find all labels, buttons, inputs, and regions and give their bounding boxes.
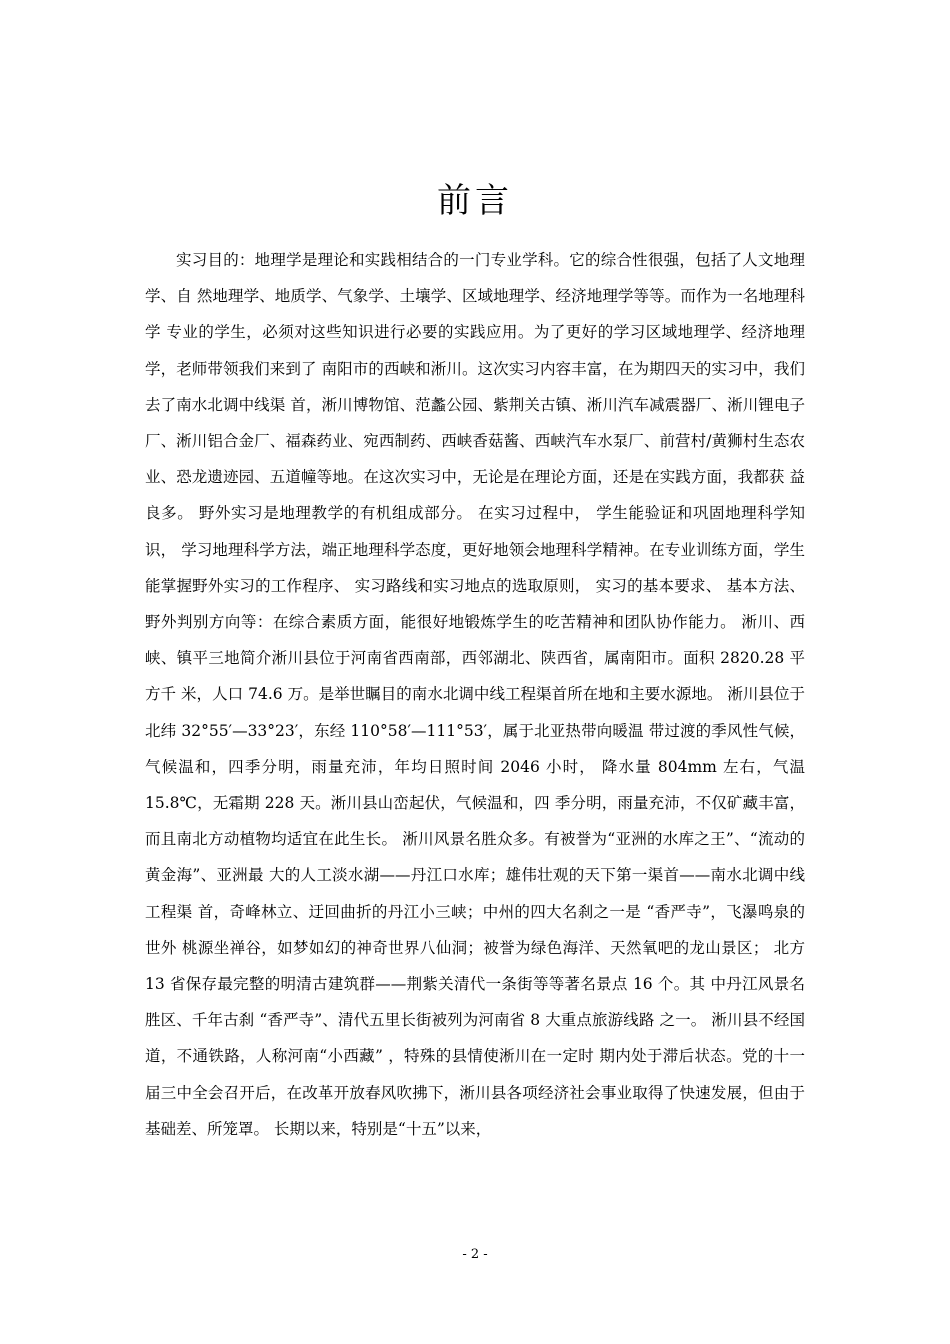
page-title: 前言: [437, 181, 513, 221]
body-paragraph: 实习目的：地理学是理论和实践相结合的一门专业学科。它的综合性很强，包括了人文地理学、自 然地理学、地质学、气象学、土壤学、区域地理学、经济地理学等等。而作为一名地理科学 专业的学生，必须对这些知识进行必要的实践应用。为了更好的学习区域地理学、经济地理学，老师带领我们来到了 南阳市的西峡和淅川。这次实习内容丰富，在为期四天的实习中，我们去了南水北调中线渠 首，淅川博物馆、范蠡公园、紫荆关古镇、淅川汽车减震器厂、淅川锂电子厂、淅川铝合金厂、福森药业、宛西制药、西峡香菇酱、西峡汽车水泵厂、前营村/黄狮村生态农业、恐龙遗迹园、五道幢等地。在这次实习中，无论是在理论方面，还是在实践方面，我都获 益良多。 野外实习是地理教学的有机组成部分。 在实习过程中， 学生能验证和巩固地理科学知识， 学习地理科学方法，端正地理科学态度，更好地领会地理科学精神。在专业训练方面，学生 能掌握野外实习的工作程序、 实习路线和实习地点的选取原则， 实习的基本要求、 基本方法、 野外判别方向等：在综合素质方面，能很好地锻炼学生的吃苦精神和团队协作能力。 淅川、西峡、镇平三地简介淅川县位于河南省西南部，西邻湖北、陕西省，属南阳市。面积 2820.28 平方千 米，人口 74.6 万。是举世瞩目的南水北调中线工程渠首所在地和主要水源地。 淅川县位于北纬 32°55′—33°23′，东经 110°58′—111°53′，属于北亚热带向暖温 带过渡的季风性气候，气候温和，四季分明，雨量充沛，年均日照时间 2046 小时， 降水量 804mm 左右，气温 15.8℃，无霜期 228 天。淅川县山峦起伏，气候温和，四 季分明，雨量充沛，不仅矿藏丰富，而且南北方动植物均适宜在此生长。 淅川风景名胜众多。有被誉为“亚洲的水库之王”、“流动的黄金海”、亚洲最 大的人工淡水湖——丹江口水库；雄伟壮观的天下第一渠首——南水北调中线工程渠 首，奇峰林立、迂回曲折的丹江小三峡；中州的四大名刹之一是 “香严寺”，飞瀑鸣泉的世外 桃源坐禅谷，如梦如幻的神奇世界八仙洞；被誉为绿色海洋、天然氧吧的龙山景区； 北方 13 省保存最完整的明清古建筑群——荆紫关清代一条街等等著名景点 16 个。其 中丹江风景名胜区、千年古刹 “香严寺”、清代五里长街被列为河南省 8 大重点旅游线路 之一。 淅川县不经国道，不通铁路，人称河南“小西藏” ，特殊的县情使淅川在一定时 期内处于滞后状态。党的十一届三中全会召开后，在改革开放春风吹拂下，淅川县各项经济社会事业取得了快速发展，但由于基础差、所笼罩。 长期以来，特别是“十五”以来，: [145, 251, 805, 1138]
page-number: - 2 -: [462, 1247, 488, 1262]
